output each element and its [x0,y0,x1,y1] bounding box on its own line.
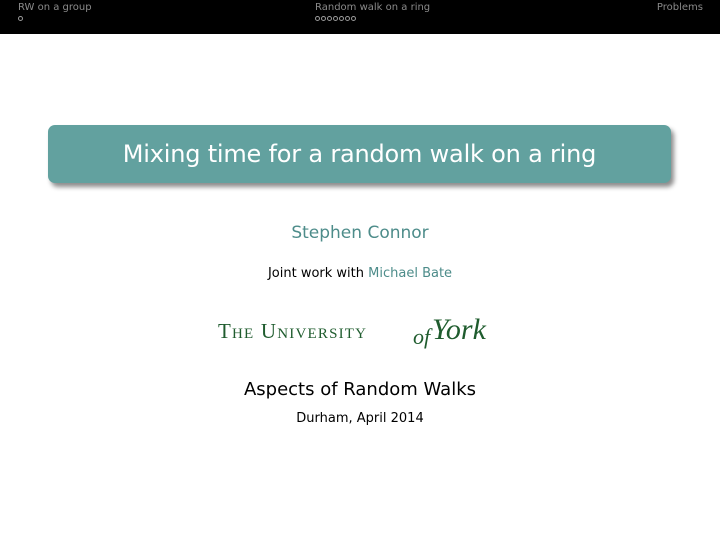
coauthor-name: Michael Bate [368,266,453,281]
university-of-york-logo [218,306,502,352]
event-name: Aspects of Random Walks [243,379,477,400]
logo-of-text: of [413,324,431,349]
slide-title: Mixing time for a random walk on a ring [122,140,597,168]
frame-dot[interactable] [327,16,332,21]
joint-work-line [0,266,720,281]
frame-dot[interactable] [333,16,338,21]
frame-dot[interactable] [339,16,344,21]
title-block [48,125,671,183]
nav-section-label[interactable]: RW on a group [18,2,92,13]
nav-section-random-walk-on-a-ring[interactable] [315,2,430,21]
navigation-bar [0,0,720,34]
nav-frame-dots [315,16,430,21]
frame-dot[interactable] [315,16,320,21]
nav-section-label[interactable]: Random walk on a ring [315,2,431,13]
joint-work-prefix: Joint work with [267,266,364,281]
nav-frame-dots [18,16,92,21]
logo-york-text: York [432,313,486,346]
frame-dot[interactable] [321,16,326,21]
event-venue-date: Durham, April 2014 [296,411,424,426]
frame-dot[interactable] [345,16,350,21]
logo-university-text: The University [218,319,368,343]
nav-section-problems[interactable] [657,2,703,14]
frame-dot[interactable] [351,16,356,21]
nav-section-label[interactable]: Problems [656,2,703,13]
author-name: Stephen Connor [291,223,429,243]
frame-dot[interactable] [18,16,23,21]
nav-section-rw-on-a-group[interactable] [18,2,92,21]
